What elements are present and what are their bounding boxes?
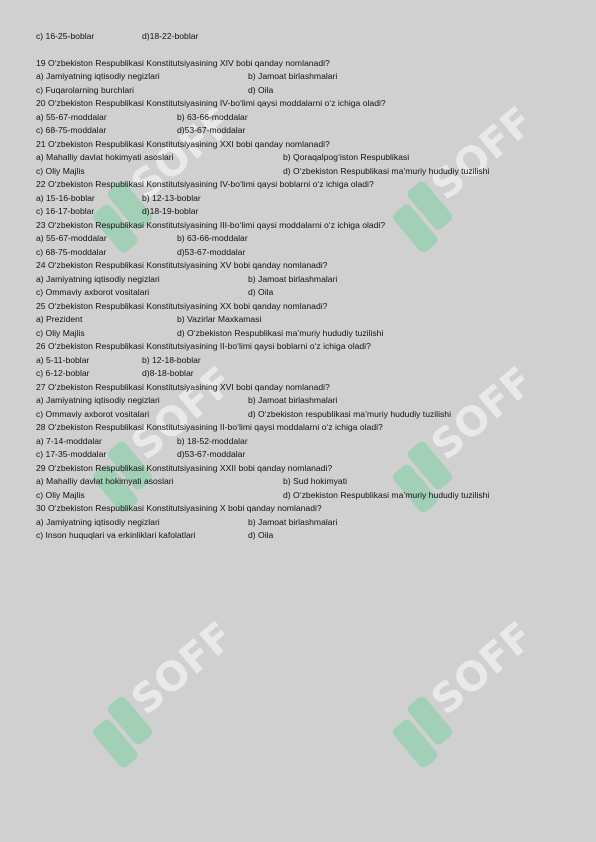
answer-option: d)8-18-boblar [142, 368, 194, 378]
answer-row [36, 529, 566, 542]
svg-text:SOFF: SOFF [122, 358, 230, 470]
answer-option: c) Oliy Majlis [36, 490, 85, 500]
question-text: 25 O‘zbekiston Respublikasi Konstitutsiyasining XX bobi qanday nomlanadi? [36, 301, 328, 311]
answer-option: d) Oila [248, 85, 274, 95]
soff-watermark-icon [60, 610, 230, 780]
answer-option: c) Oliy Majlis [36, 166, 85, 176]
answer-row [36, 151, 566, 164]
answer-option: a) 7-14-moddalar [36, 436, 102, 446]
answer-row [36, 354, 566, 367]
answer-option: c) Inson huquqlari va erkinliklari kafolatlari [36, 530, 196, 540]
question-text: 30 O‘zbekiston Respublikasi Konstitutsiyasining X bobi qanday nomlanadi? [36, 503, 322, 513]
answer-option: c) 16-25-boblar [36, 31, 95, 41]
answer-option: d)53-67-moddalar [177, 247, 246, 257]
answer-option: d)53-67-moddalar [177, 449, 246, 459]
answer-option: d)53-67-moddalar [177, 125, 246, 135]
answer-row [36, 313, 566, 326]
answer-option: b) Jamoat birlashmalari [248, 395, 338, 405]
answer-option: b) 63-66-moddalar [177, 233, 248, 243]
answer-option: a) Jamiyatning iqtisodiy negizlari [36, 517, 160, 527]
svg-text:SOFF: SOFF [422, 613, 530, 725]
answer-option: a) 5-11-boblar [36, 355, 90, 365]
answer-option: b) Vazirlar Maxkamasi [177, 314, 262, 324]
answer-option: c) 16-17-boblar [36, 206, 95, 216]
answer-option: c) Fuqarolarning burchlari [36, 85, 134, 95]
question-text: 24 O‘zbekiston Respublikasi Konstitutsiyasining XV bobi qanday nomlanadi? [36, 260, 328, 270]
answer-option: b) Sud hokimyati [283, 476, 348, 486]
answer-row [36, 192, 566, 205]
answer-option: d) O‘zbekiston Respublikasi ma’muriy hududiy tuzilishi [177, 328, 384, 338]
answer-row [36, 435, 566, 448]
answer-option: a) Jamiyatning iqtisodiy negizlari [36, 71, 160, 81]
answer-option: d) Oila [248, 530, 274, 540]
answer-row [36, 475, 566, 488]
answer-row [36, 205, 566, 218]
svg-text:SOFF: SOFF [422, 358, 530, 470]
soff-watermark-icon [360, 610, 530, 780]
answer-option: d) O‘zbekiston respublikasi ma’muriy hududiy tuzilishi [248, 409, 451, 419]
answer-option: c) 17-35-moddalar [36, 449, 107, 459]
answer-option: b) Qoraqalpog‘iston Respublikasi [283, 152, 410, 162]
answer-option: c) Ommaviy axborot vositalari [36, 287, 150, 297]
answer-option: b) 18-52-moddalar [177, 436, 248, 446]
answer-option: a) Mahalliy davlat hokimyati asoslari [36, 476, 174, 486]
answer-option: b) 63-66-moddalar [177, 112, 248, 122]
answer-option: c) 6-12-boblar [36, 368, 90, 378]
answer-option: a) Jamiyatning iqtisodiy negizlari [36, 274, 160, 284]
answer-row [36, 70, 566, 83]
answer-option: b) 12-18-boblar [142, 355, 201, 365]
answer-row [36, 448, 566, 461]
svg-text:SOFF: SOFF [122, 98, 230, 210]
answer-option: d)18-22-boblar [142, 31, 199, 41]
answer-row [36, 367, 566, 380]
question-text: 22 O‘zbekiston Respublikasi Konstitutsiyasining IV-bo‘limi qaysi boblarni o‘z ichiga oladi? [36, 179, 374, 189]
question-text: 20 O‘zbekiston Respublikasi Konstitutsiyasining IV-bo‘limi qaysi moddalarni o‘z ichiga oladi? [36, 98, 386, 108]
answer-option: a) 55-67-moddalar [36, 112, 107, 122]
answer-row [36, 111, 566, 124]
answer-option: d) O‘zbekiston Respublikasi ma’muriy hududiy tuzilishi [283, 490, 490, 500]
answer-row [36, 408, 566, 421]
answer-option: d) Oila [248, 287, 274, 297]
answer-row [36, 30, 566, 43]
answer-option: b) Jamoat birlashmalari [248, 517, 338, 527]
answer-option: a) 55-67-moddalar [36, 233, 107, 243]
answer-row [36, 84, 566, 97]
svg-text:SOFF: SOFF [122, 613, 230, 725]
answer-row [36, 489, 566, 502]
answer-option: b) Jamoat birlashmalari [248, 71, 338, 81]
question-text: 29 O‘zbekiston Respublikasi Konstitutsiyasining XXII bobi qanday nomlanadi? [36, 463, 333, 473]
answer-option: c) Ommaviy axborot vositalari [36, 409, 150, 419]
svg-text:SOFF: SOFF [422, 98, 530, 210]
answer-option: a) Jamiyatning iqtisodiy negizlari [36, 395, 160, 405]
answer-option: a) 15-16-boblar [36, 193, 95, 203]
answer-row [36, 232, 566, 245]
answer-row [36, 394, 566, 407]
answer-option: a) Prezident [36, 314, 83, 324]
answer-option: c) 68-75-moddalar [36, 125, 107, 135]
answer-option: b) 12-13-boblar [142, 193, 201, 203]
answer-row [36, 273, 566, 286]
answer-row [36, 165, 566, 178]
answer-option: a) Mahalliy davlat hokimyati asoslari [36, 152, 174, 162]
answer-option: d)18-19-boblar [142, 206, 199, 216]
question-text: 19 O‘zbekiston Respublikasi Konstitutsiyasining XIV bobi qanday nomlanadi? [36, 58, 330, 68]
answer-row [36, 286, 566, 299]
answer-option: c) Oliy Majlis [36, 328, 85, 338]
question-text: 27 O‘zbekiston Respublikasi Konstitutsiyasining XVI bobi qanday nomlanadi? [36, 382, 330, 392]
question-text: 23 O‘zbekiston Respublikasi Konstitutsiyasining III-bo‘limi qaysi moddalarni o‘z ichiga oladi? [36, 220, 386, 230]
answer-option: b) Jamoat birlashmalari [248, 274, 338, 284]
answer-row [36, 516, 566, 529]
answer-option: d) O‘zbekiston Respublikasi ma’muriy hududiy tuzilishi [283, 166, 490, 176]
answer-row [36, 246, 566, 259]
question-text: 28 O‘zbekiston Respublikasi Konstitutsiyasining II-bo‘limi qaysi moddalarni o‘z ichiga oladi? [36, 422, 383, 432]
answer-row [36, 124, 566, 137]
question-text: 26 O‘zbekiston Respublikasi Konstitutsiyasining II-bo‘limi qaysi boblarni o‘z ichiga oladi? [36, 341, 371, 351]
question-text: 21 O‘zbekiston Respublikasi Konstitutsiyasining XXI bobi qanday nomlanadi? [36, 139, 330, 149]
answer-option: c) 68-75-moddalar [36, 247, 107, 257]
answer-row [36, 327, 566, 340]
